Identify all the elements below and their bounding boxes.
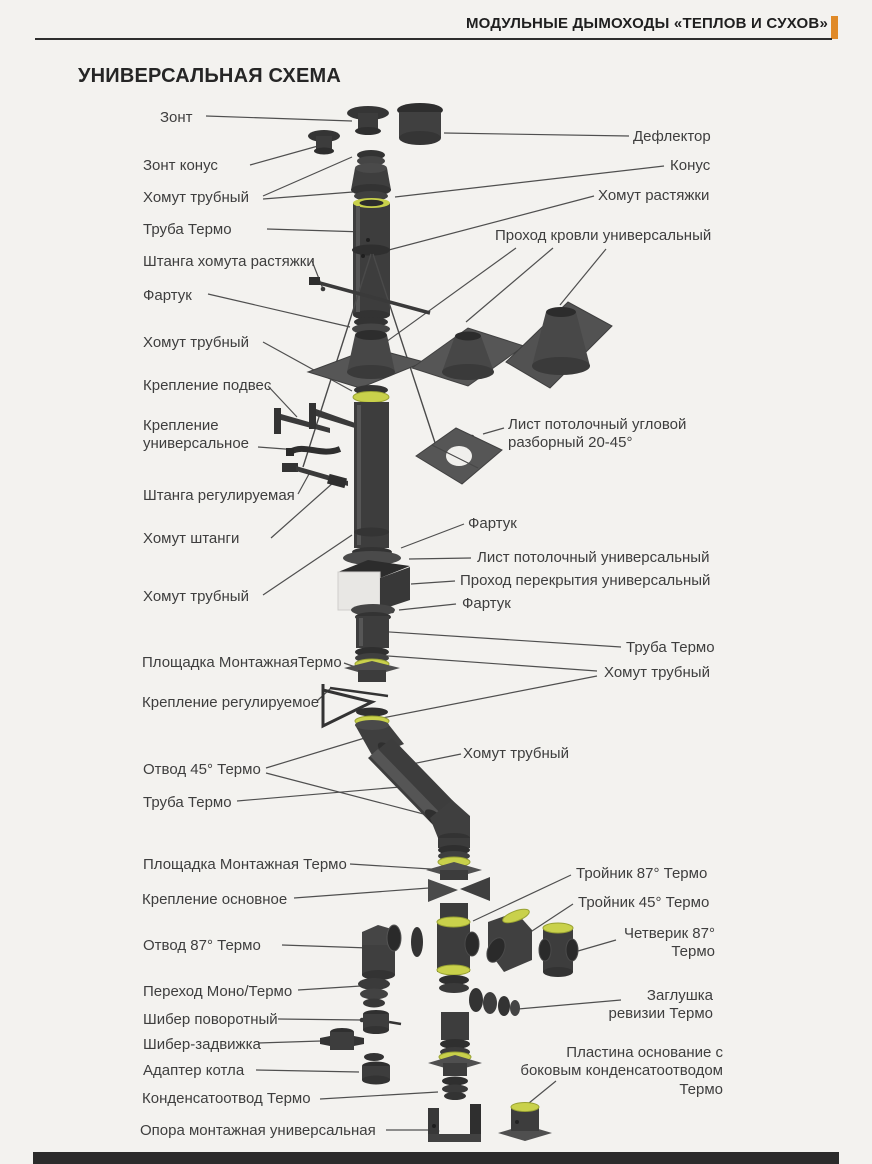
label-truba-termo-1: Труба Термо xyxy=(143,221,232,238)
label-fartuk-1: Фартук xyxy=(143,287,192,304)
label-adapter-kotla: Адаптер котла xyxy=(143,1062,245,1079)
part-perekhod-mono-termo xyxy=(358,978,390,1008)
label-kreplenie-reguliruemoe: Крепление регулируемое xyxy=(142,694,320,711)
label-shiber-povorotny: Шибер поворотный xyxy=(143,1011,278,1028)
label-shiber-zadvizhka: Шибер-задвижка xyxy=(143,1036,261,1053)
label-perekhod-mono-termo: Переход Моно/Термо xyxy=(143,983,293,1000)
part-gasket-ring xyxy=(411,927,423,957)
part-khomut-trubny-2 xyxy=(353,385,389,403)
label-troynik-87: Тройник 87° Термо xyxy=(576,865,708,882)
label-zont: Зонт xyxy=(160,109,193,126)
label-khomut-trubny-4: Хомут трубный xyxy=(604,664,710,681)
label-kreplenie-osnovnoe: Крепление основное xyxy=(142,891,288,908)
label-kondensatootvod-termo: Конденсатоотвод Термо xyxy=(142,1090,311,1107)
label-troynik-45: Тройник 45° Термо xyxy=(578,894,710,911)
part-ploshchadka-montazhnaya-1 xyxy=(344,659,400,682)
label-konus: Конус xyxy=(670,157,711,174)
part-prokhod-krovli-1 xyxy=(308,330,424,388)
label-fartuk-3: Фартук xyxy=(462,595,511,612)
part-chetverik-87 xyxy=(539,923,578,977)
part-plastina-osnovanie xyxy=(498,1103,552,1142)
label-shtanga-khomuta-rastyazhki: Штанга хомута растяжки xyxy=(143,253,315,270)
label-zaglushka-revizii: Заглушка ревизии Термо xyxy=(608,987,713,1023)
part-troynik-45 xyxy=(483,907,532,972)
header-brand: МОДУЛЬНЫЕ ДЫМОХОДЫ «ТЕПЛОВ И СУХОВ» xyxy=(465,15,828,32)
label-khomut-trubny-1: Хомут трубный xyxy=(143,189,249,206)
label-prokhod-krovli: Проход кровли универсальный xyxy=(495,227,712,244)
label-otvod-87-termo: Отвод 87° Термо xyxy=(143,937,261,954)
part-kreplenie-universalnoe xyxy=(286,448,340,456)
label-chetverik-87: Четверик 87° Термо xyxy=(624,925,715,961)
footer-bar xyxy=(33,1152,839,1164)
part-truba-termo-lower xyxy=(354,402,389,548)
label-zont-konus: Зонт конус xyxy=(143,157,218,174)
part-kreplenie-osnovnoe xyxy=(428,877,490,902)
part-otvod-87 xyxy=(362,925,401,980)
part-kreplenie-podves xyxy=(274,403,358,434)
part-troynik-87 xyxy=(437,903,479,975)
part-pipe-segment-1 xyxy=(356,616,389,648)
label-opora-montazhnaya: Опора монтажная универсальная xyxy=(140,1122,376,1139)
label-kreplenie-universalnoe: Крепление универсальное xyxy=(143,417,250,453)
part-shiber-povorotny xyxy=(363,1010,401,1034)
label-otvod-45-termo: Отвод 45° Термо xyxy=(143,761,261,778)
label-khomut-trubny-5: Хомут трубный xyxy=(463,745,569,762)
label-list-potolochny-universalny: Лист потолочный универсальный xyxy=(477,549,710,566)
part-kondensatootvod xyxy=(428,1012,482,1100)
label-truba-termo-3: Труба Термо xyxy=(626,639,715,656)
part-zaglushka-revizii xyxy=(439,975,520,1016)
part-zont xyxy=(347,106,389,135)
label-deflektor: Дефлектор xyxy=(633,128,711,145)
label-khomut-trubny-2: Хомут трубный xyxy=(143,334,249,351)
part-prokhod-perekrytiya xyxy=(338,560,410,610)
label-truba-termo-2: Труба Термо xyxy=(143,794,232,811)
part-opora-montazhnaya xyxy=(428,1104,481,1142)
label-shtanga-reguliruemaya: Штанга регулируемая xyxy=(143,487,295,504)
label-prokhod-perekrytiya: Проход перекрытия универсальный xyxy=(460,572,711,589)
label-plastina-osnovanie: Пластина основание с боковым конденсатоотводом Термо xyxy=(520,1044,723,1098)
part-shtanga-reguliruemaya xyxy=(282,463,348,488)
page-title: УНИВЕРСАЛЬНАЯ СХЕМА xyxy=(78,65,342,87)
part-list-potolochny-uglovoy xyxy=(416,428,502,484)
label-fartuk-2: Фартук xyxy=(468,515,517,532)
label-ploshchadka-montazhnaya-termo-2: Площадка Монтажная Термо xyxy=(143,856,347,873)
part-deflektor xyxy=(397,103,443,145)
part-ploshchadka-montazhnaya-2 xyxy=(426,862,482,880)
label-list-potolochny-uglovoy: Лист потолочный угловой разборный 20-45° xyxy=(508,416,687,452)
label-khomut-rastyazhki: Хомут растяжки xyxy=(598,187,710,204)
part-zont-konus xyxy=(308,130,340,155)
part-prokhod-krovli-2 xyxy=(412,328,524,386)
part-adapter-kotla xyxy=(362,1053,390,1085)
label-kreplenie-podves: Крепление подвес xyxy=(143,377,272,394)
label-khomut-trubny-3: Хомут трубный xyxy=(143,588,249,605)
label-khomut-shtangi: Хомут штанги xyxy=(143,530,240,547)
part-konus xyxy=(351,163,391,201)
label-ploshchadka-montazhnaya-termo-1: Площадка МонтажнаяТермо xyxy=(142,654,342,671)
part-shiber-zadvizhka xyxy=(320,1028,364,1050)
